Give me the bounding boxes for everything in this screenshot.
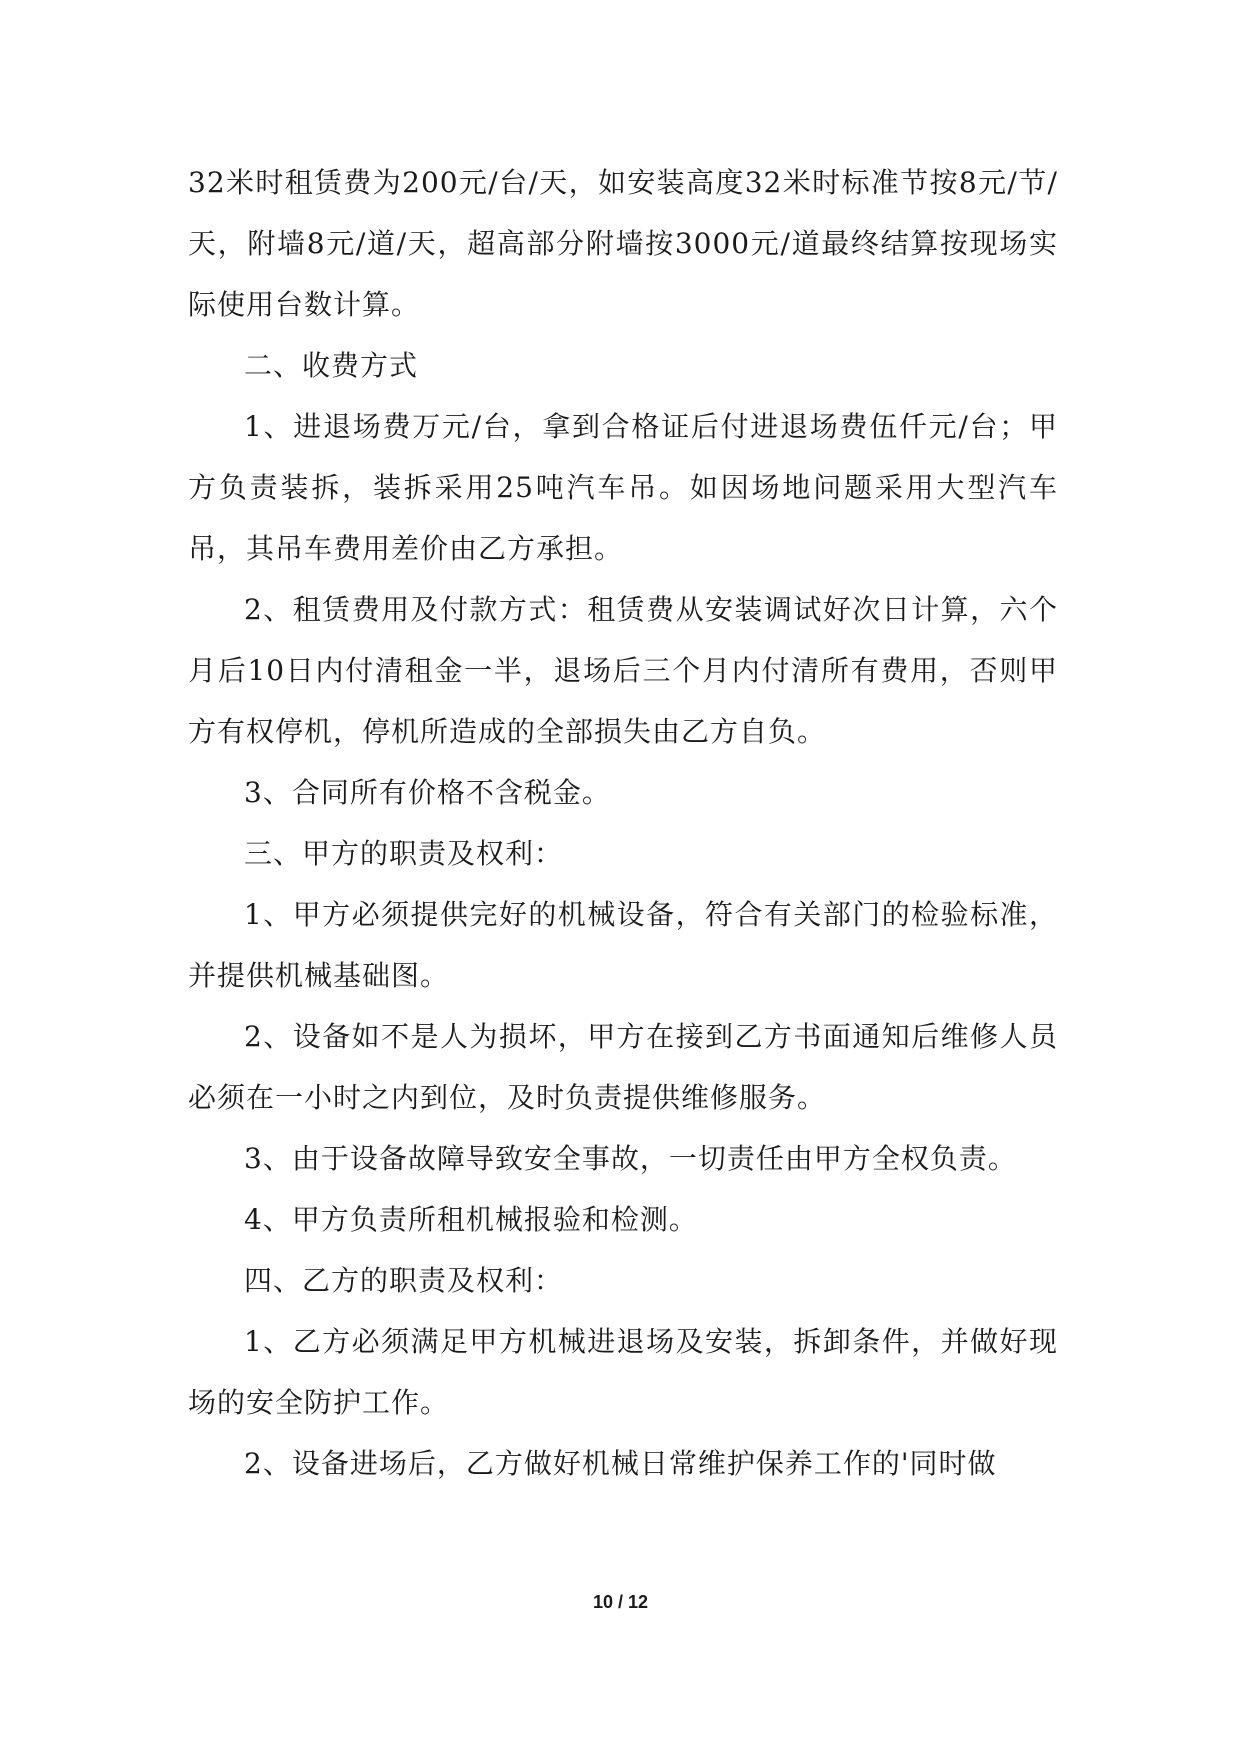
paragraph: 1、乙方必须满足甲方机械进退场及安装，拆卸条件，并做好现场的安全防护工作。: [188, 1325, 1058, 1419]
paragraph: 三、甲方的职责及权利：: [244, 837, 564, 870]
document-body: [188, 152, 1058, 1494]
paragraph: 2、设备进场后，乙方做好机械日常维护保养工作的'同时做: [244, 1447, 997, 1480]
paragraph: 1、进退场费万元/台，拿到合格证后付进退场费伍仟元/台；甲方负责装拆，装拆采用25吨汽车吊。如因场地问题采用大型汽车吊，其吊车费用差价由乙方承担。: [188, 410, 1058, 565]
paragraph: 四、乙方的职责及权利：: [244, 1264, 564, 1297]
paragraph: 1、甲方必须提供完好的机械设备，符合有关部门的检验标准，并提供机械基础图。: [188, 898, 1058, 992]
paragraph: 2、租赁费用及付款方式：租赁费从安装调试好次日计算，六个月后10日内付清租金一半，退场后三个月内付清所有费用，否则甲方有权停机，停机所造成的全部损失由乙方自负。: [188, 593, 1058, 748]
paragraph: 2、设备如不是人为损坏，甲方在接到乙方书面通知后维修人员必须在一小时之内到位，及时负责提供维修服务。: [188, 1020, 1058, 1114]
paragraph: 二、收费方式: [244, 349, 419, 382]
paragraph: 32米时租赁费为200元/台/天，如安装高度32米时标准节按8元/节/天，附墙8元/道/天，超高部分附墙按3000元/道最终结算按现场实际使用台数计算。: [188, 166, 1058, 321]
paragraph: 3、由于设备故障导致安全事故，一切责任由甲方全权负责。: [244, 1142, 1017, 1175]
page-number: 10 / 12: [592, 1592, 649, 1612]
paragraph: 3、合同所有价格不含税金。: [244, 776, 611, 809]
paragraph: 4、甲方负责所租机械报验和检测。: [244, 1203, 698, 1236]
